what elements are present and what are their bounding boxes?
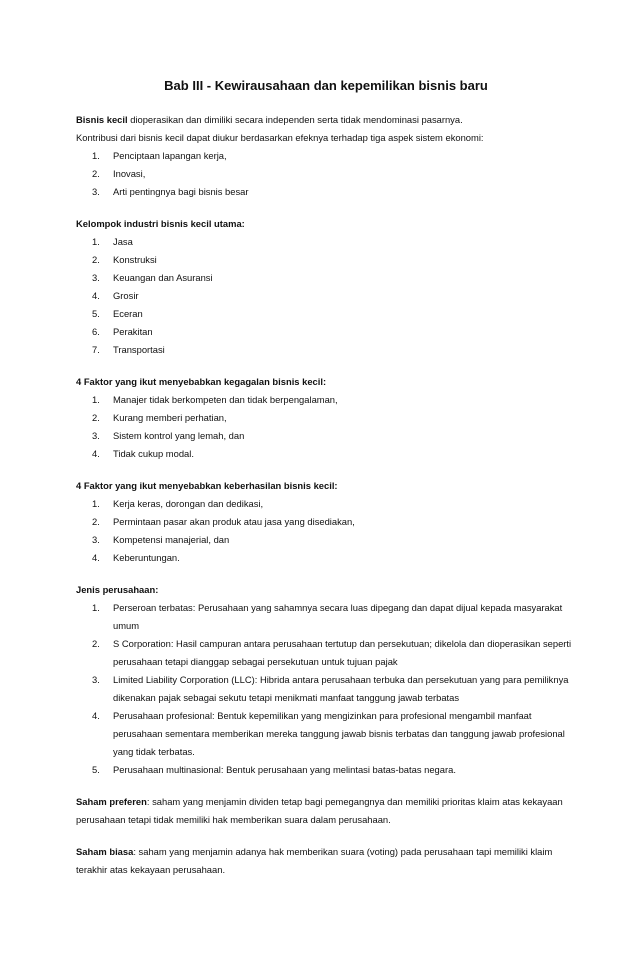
saham-preferen-definition (76, 793, 576, 829)
list-item: 2. Kurang memberi perhatian, (92, 412, 227, 423)
section-bisnis-kecil (76, 111, 576, 201)
bisnis-kecil-definition (76, 111, 576, 129)
jenis-list (76, 599, 576, 779)
bisnis-kecil-term: Bisnis kecil (76, 114, 128, 125)
list-item: 4. Keberuntungan. (92, 552, 180, 563)
kelompok-heading: Kelompok industri bisnis kecil utama: (76, 218, 245, 229)
section-kelompok (76, 215, 576, 359)
section-saham-preferen (76, 793, 576, 829)
bisnis-kecil-contribution: Kontribusi dari bisnis kecil dapat diukur berdasarkan efeknya terhadap tiga aspek sistem ekonomi: (76, 132, 484, 143)
list-item: 1. Penciptaan lapangan kerja, (92, 150, 227, 161)
saham-preferen-text: : saham yang menjamin dividen tetap bagi pemegangnya dan memiliki prioritas klaim atas kekayaan perusahaan tetapi tidak memiliki hak memberikan suara dalam perusahaan. (76, 796, 563, 825)
list-item: 7. Transportasi (92, 344, 165, 355)
list-item: 2. Inovasi, (92, 168, 146, 179)
list-item: 2. Konstruksi (92, 254, 157, 265)
list-item: 5. Perusahaan multinasional: Bentuk perusahaan yang melintasi batas-batas negara. (92, 764, 456, 775)
saham-biasa-definition (76, 843, 576, 879)
keberhasilan-heading: 4 Faktor yang ikut menyebabkan keberhasilan bisnis kecil: (76, 480, 338, 491)
list-item: 1. Kerja keras, dorongan dan dedikasi, (92, 498, 264, 509)
keberhasilan-list (76, 495, 576, 567)
contribution-list (76, 147, 576, 201)
saham-preferen-term: Saham preferen (76, 796, 147, 807)
list-item: 1. Perseroan terbatas: Perusahaan yang sahamnya secara luas dipegang dan dapat dijual kepada masyarakat umum (92, 602, 563, 631)
list-item: 3. Kompetensi manajerial, dan (92, 534, 230, 545)
list-item: 2. S Corporation: Hasil campuran antara perusahaan tertutup dan persekutuan; dikelola dan dioperasikan seperti perusahaan tetapi dianggap sebagai persekutuan untuk tujuan pajak (92, 638, 572, 667)
document-page (76, 78, 576, 893)
list-item: 1. Manajer tidak berkompeten dan tidak berpengalaman, (92, 394, 338, 405)
list-item: 2. Permintaan pasar akan produk atau jasa yang disediakan, (92, 516, 355, 527)
kegagalan-heading: 4 Faktor yang ikut menyebabkan kegagalan bisnis kecil: (76, 376, 327, 387)
list-item: 6. Perakitan (92, 326, 153, 337)
saham-biasa-term: Saham biasa (76, 846, 134, 857)
kelompok-list (76, 233, 576, 359)
list-item: 4. Grosir (92, 290, 139, 301)
section-jenis (76, 581, 576, 779)
list-item: 3. Limited Liability Corporation (LLC): Hibrida antara perusahaan terbuka dan persekutuan yang para pemiliknya dikenakan pajak sebagai sekutu tetapi menikmati manfaat tanggung jawab terbatas (92, 674, 569, 703)
kegagalan-list (76, 391, 576, 463)
list-item: 5. Eceran (92, 308, 143, 319)
list-item: 4. Tidak cukup modal. (92, 448, 194, 459)
section-keberhasilan (76, 477, 576, 567)
list-item: 1. Jasa (92, 236, 133, 247)
list-item: 3. Arti pentingnya bagi bisnis besar (92, 186, 249, 197)
list-item: 4. Perusahaan profesional: Bentuk kepemilikan yang mengizinkan para profesional mengambil manfaat perusahaan sementara memberikan mereka tanggung jawab bisnis terbatas dan tanggung jawab profesional yang tidak terbatas. (92, 710, 565, 757)
jenis-heading: Jenis perusahaan: (76, 584, 159, 595)
section-saham-biasa (76, 843, 576, 879)
section-kegagalan (76, 373, 576, 463)
page-title: Bab III - Kewirausahaan dan kepemilikan bisnis baru (164, 78, 488, 93)
list-item: 3. Sistem kontrol yang lemah, dan (92, 430, 245, 441)
saham-biasa-text: : saham yang menjamin adanya hak memberikan suara (voting) pada perusahaan tapi memiliki klaim terakhir atas kekayaan perusahaan. (76, 846, 553, 875)
bisnis-kecil-definition-text: dioperasikan dan dimiliki secara independen serta tidak mendominasi pasarnya. (127, 114, 463, 125)
list-item: 3. Keuangan dan Asuransi (92, 272, 213, 283)
